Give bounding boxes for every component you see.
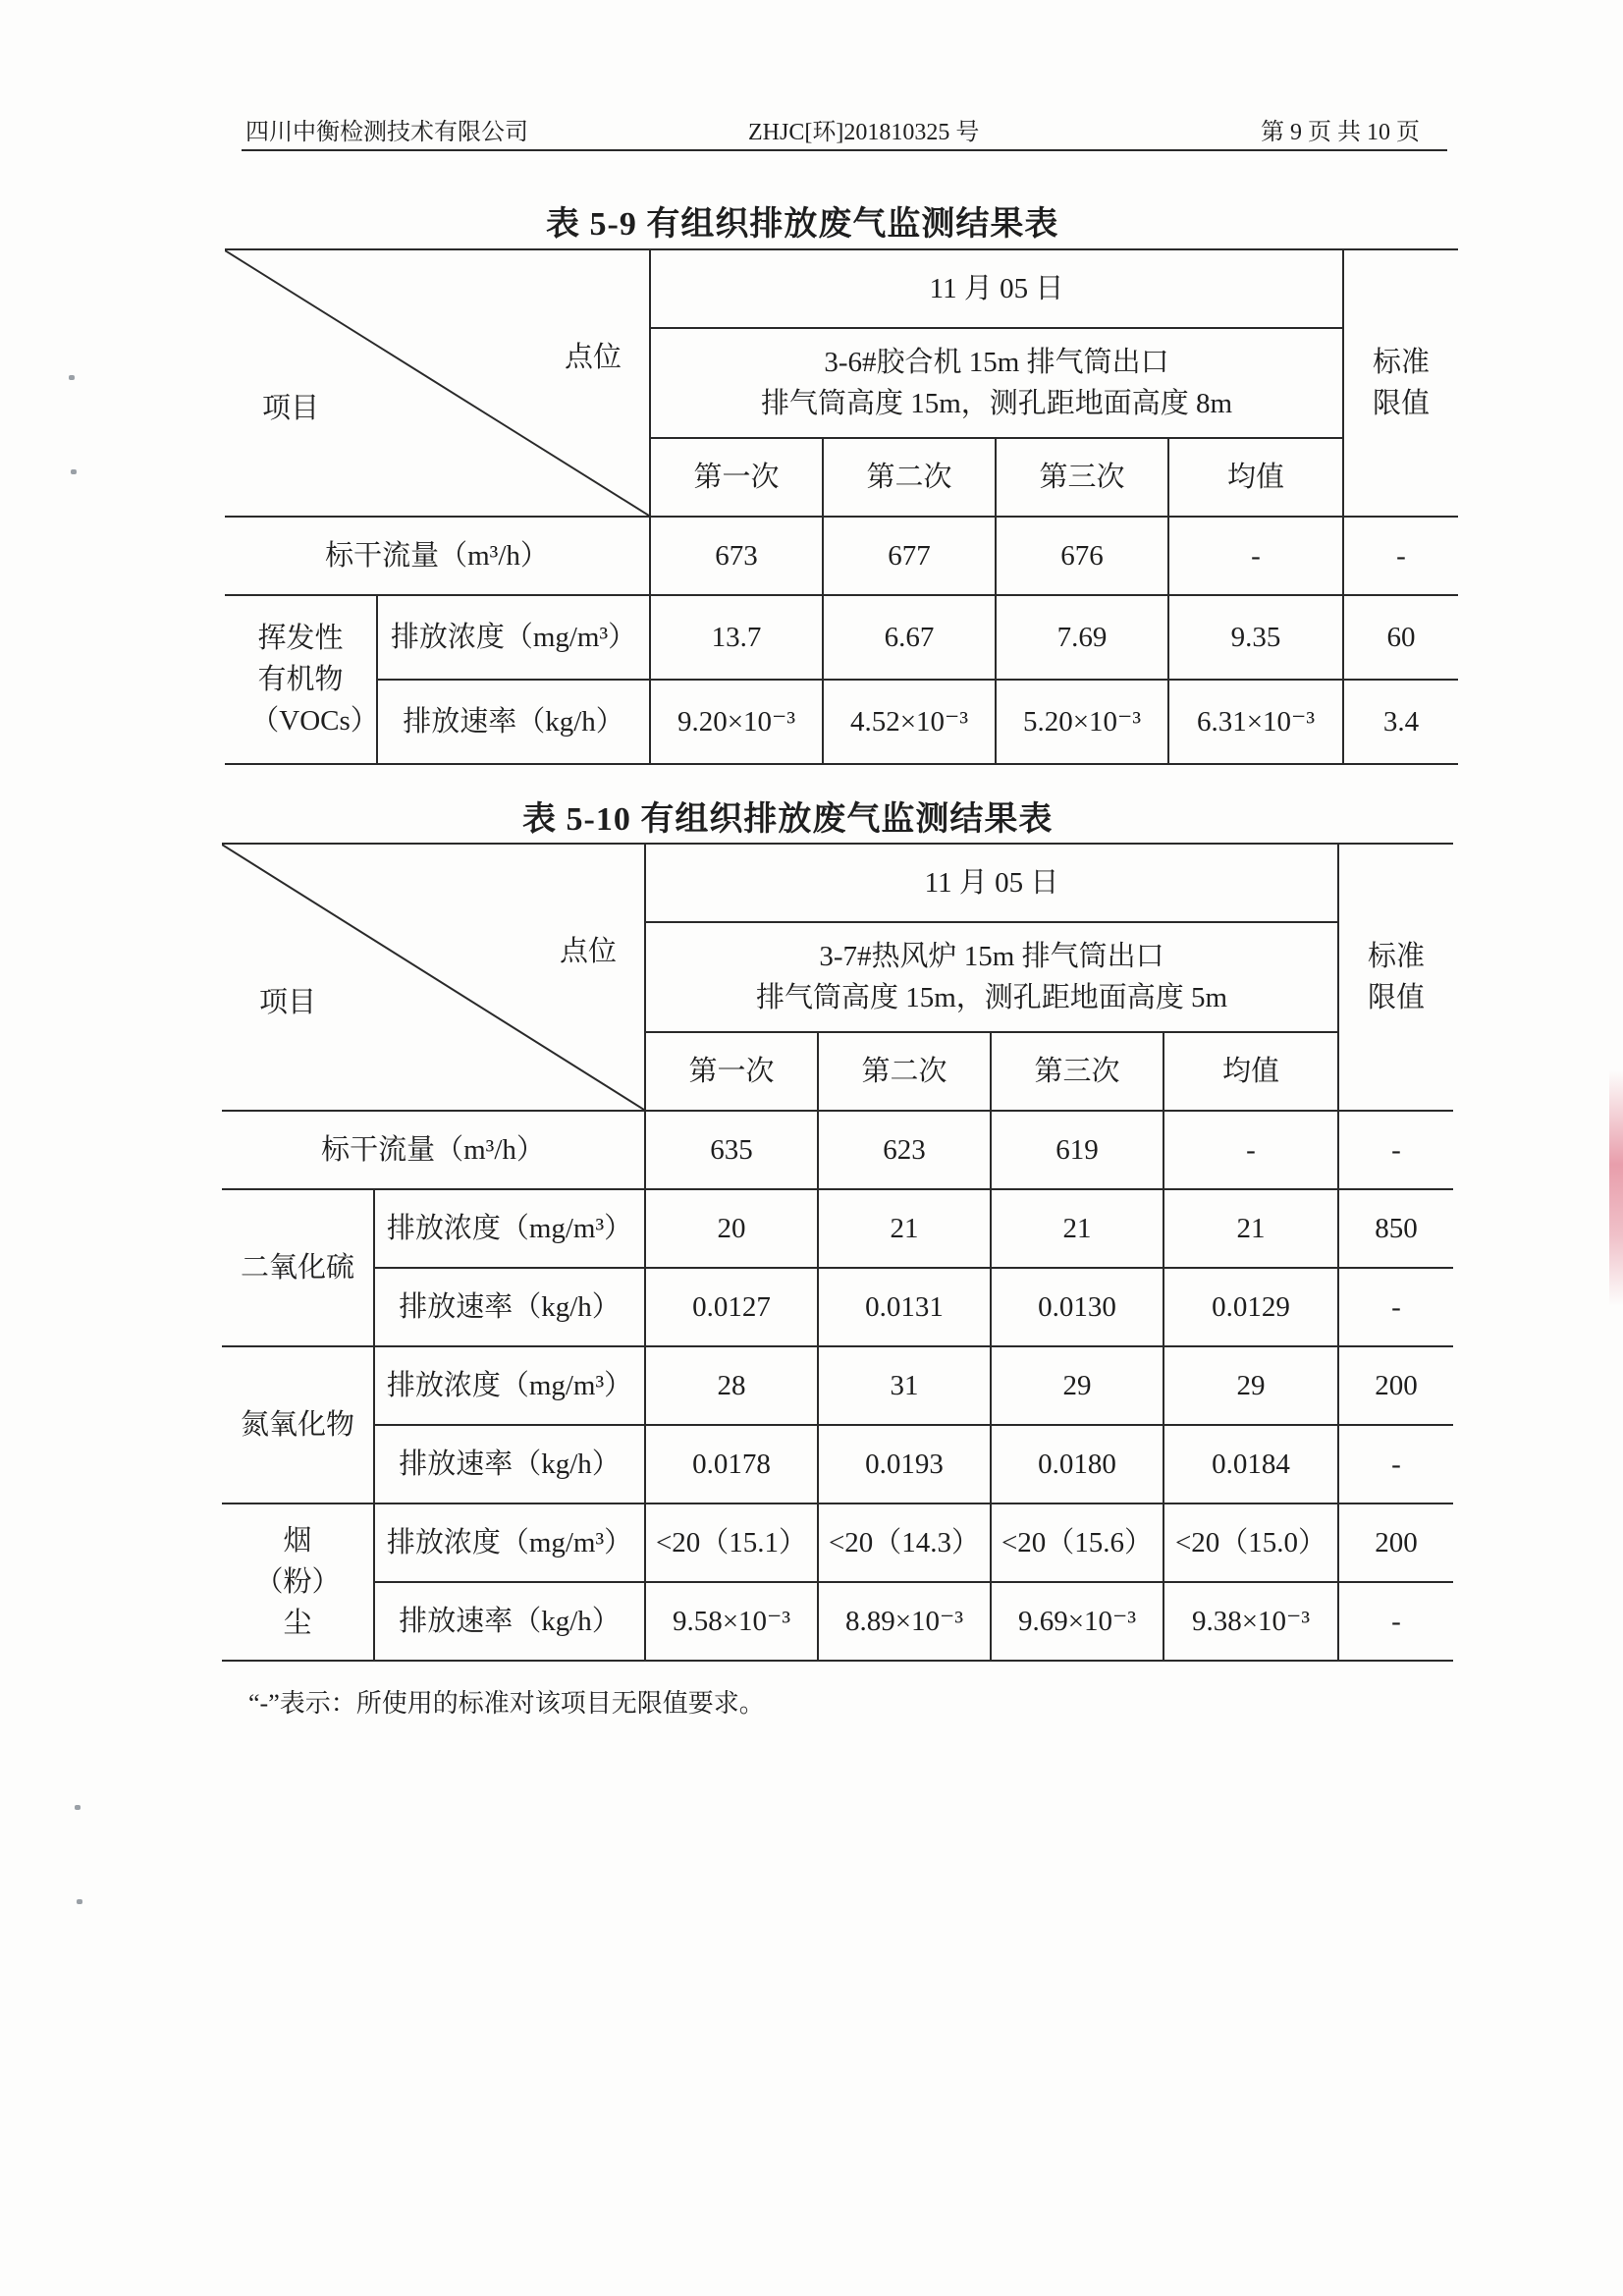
scan-speck [77,1899,82,1904]
table1-cell: - [1168,517,1343,595]
table2-cell: 0.0193 [818,1425,991,1503]
table1-cell: 676 [996,517,1168,595]
table2-row [222,1346,1453,1425]
table1-group-name: 挥发性有机物（VOCs） [225,595,377,764]
scan-speck [75,1805,81,1810]
table1-corner-cell [225,249,650,517]
table2-row-label: 排放速率（kg/h） [374,1582,645,1661]
table1-row [225,680,1458,764]
table2-group-name: 氮氧化物 [222,1346,374,1503]
table1-corner-diagonal [225,250,649,516]
table2-col-header: 第一次 [645,1032,818,1111]
table2-cell: 0.0130 [991,1268,1163,1346]
table2-cell: 0.0129 [1163,1268,1338,1346]
table1-limit: 60 [1343,595,1458,680]
table1-limit: 3.4 [1343,680,1458,764]
page-header [242,110,1447,151]
table2-row [222,1425,1453,1503]
table2-cell: 9.69×10⁻³ [991,1582,1163,1661]
scan-speck [69,375,75,380]
table2-cell: 29 [1163,1346,1338,1425]
table1-location-line2: 排气筒高度 15m，测孔距地面高度 8m [760,388,1233,419]
table1-corner-point: 点位 [564,342,622,373]
table1-col-header: 均值 [1168,438,1343,517]
table2-col-header: 第三次 [991,1032,1163,1111]
table1-limit-header: 标准限值 [1343,249,1458,517]
table2-row [222,1268,1453,1346]
table1-cell: 5.20×10⁻³ [996,680,1168,764]
table2-cell: 0.0180 [991,1425,1163,1503]
table2-row [222,1503,1453,1582]
table2-limit: 200 [1338,1503,1453,1582]
table2-cell: 0.0131 [818,1268,991,1346]
table1-cell: 9.20×10⁻³ [650,680,823,764]
table2-date: 11 月 05 日 [645,844,1338,922]
table2-cell: 21 [991,1189,1163,1268]
table2-corner-point: 点位 [559,936,617,967]
table2-cell: - [1163,1111,1338,1189]
table2-group-name: 二氧化硫 [222,1189,374,1346]
table2-cell: <20（14.3） [818,1503,991,1582]
table2-cell: <20（15.1） [645,1503,818,1582]
table2-caption: 表 5-10 有组织排放废气监测结果表 [522,801,1054,838]
table1-col-header: 第三次 [996,438,1168,517]
table2-cell: 28 [645,1346,818,1425]
table1-limit: - [1343,517,1458,595]
seal-stamp-edge [1609,1070,1623,1306]
table2-cell: 0.0184 [1163,1425,1338,1503]
table2-row-label: 排放浓度（mg/m³） [374,1503,645,1582]
table1-col-header: 第二次 [823,438,996,517]
company-name: 四川中衡检测技术有限公司 [245,120,528,145]
table2-cell: <20（15.6） [991,1503,1163,1582]
table2-cell: 623 [818,1111,991,1189]
table1-caption: 表 5-9 有组织排放废气监测结果表 [546,206,1059,243]
table1-cell: 9.35 [1168,595,1343,680]
table1-cell: 677 [823,517,996,595]
table1-cell: 7.69 [996,595,1168,680]
table2-col-header: 均值 [1163,1032,1338,1111]
table1-cell: 6.67 [823,595,996,680]
table2-cell: <20（15.0） [1163,1503,1338,1582]
table1-corner-item: 项目 [262,392,320,424]
table1-row-label: 排放浓度（mg/m³） [377,595,650,680]
table2-row-label: 排放速率（kg/h） [374,1425,645,1503]
table1-col-header: 第一次 [650,438,823,517]
table2-location-line2: 排气筒高度 15m，测孔距地面高度 5m [755,982,1228,1013]
table1-flow-label: 标干流量（m³/h） [225,517,650,595]
table2-cell: 9.38×10⁻³ [1163,1582,1338,1661]
table1-cell: 6.31×10⁻³ [1168,680,1343,764]
table1-date: 11 月 05 日 [650,249,1343,328]
table2-row [222,1189,1453,1268]
table2-cell: 21 [818,1189,991,1268]
report-number: ZHJC[环]201810325 号 [748,120,980,145]
table2-cell: 31 [818,1346,991,1425]
table2-limit: 850 [1338,1189,1453,1268]
table2-limit: - [1338,1582,1453,1661]
table2-limit: - [1338,1111,1453,1189]
table1-location [650,328,1343,438]
table2-cell: 635 [645,1111,818,1189]
table2-cell: 21 [1163,1189,1338,1268]
table2-row-label: 排放速率（kg/h） [374,1268,645,1346]
table2-limit-header: 标准限值 [1338,844,1453,1111]
table2-corner-item: 项目 [259,986,317,1018]
table2-cell: 0.0127 [645,1268,818,1346]
table2-col-header: 第二次 [818,1032,991,1111]
table1 [225,248,1458,765]
table2-limit: - [1338,1425,1453,1503]
table2-cell: 619 [991,1111,1163,1189]
scan-speck [71,469,77,474]
table1-cell: 673 [650,517,823,595]
table1-row [225,595,1458,680]
page-number: 第 9 页 共 10 页 [1261,120,1420,145]
table2-row-label: 排放浓度（mg/m³） [374,1189,645,1268]
table1-cell: 13.7 [650,595,823,680]
table2-cell: 20 [645,1189,818,1268]
table2-flow-row [222,1111,1453,1189]
table1-flow-row [225,517,1458,595]
table-footnote: “-”表示：所使用的标准对该项目无限值要求。 [248,1689,765,1718]
table2-limit: 200 [1338,1346,1453,1425]
table2-group-name: 烟（粉）尘 [222,1503,374,1661]
table1-row-label: 排放速率（kg/h） [377,680,650,764]
table1-location-line1: 3-6#胶合机 15m 排气筒出口 [824,346,1169,378]
table2-cell: 29 [991,1346,1163,1425]
table2-location [645,922,1338,1032]
table2-cell: 8.89×10⁻³ [818,1582,991,1661]
table2-corner-diagonal [222,845,644,1110]
table2-location-line1: 3-7#热风炉 15m 排气筒出口 [819,940,1164,972]
table2-row-label: 排放浓度（mg/m³） [374,1346,645,1425]
table2-cell: 9.58×10⁻³ [645,1582,818,1661]
table2-flow-label: 标干流量（m³/h） [222,1111,645,1189]
table1-cell: 4.52×10⁻³ [823,680,996,764]
table2-limit: - [1338,1268,1453,1346]
table2-cell: 0.0178 [645,1425,818,1503]
table2-corner-cell [222,844,645,1111]
table2 [222,843,1453,1662]
table2-row [222,1582,1453,1661]
